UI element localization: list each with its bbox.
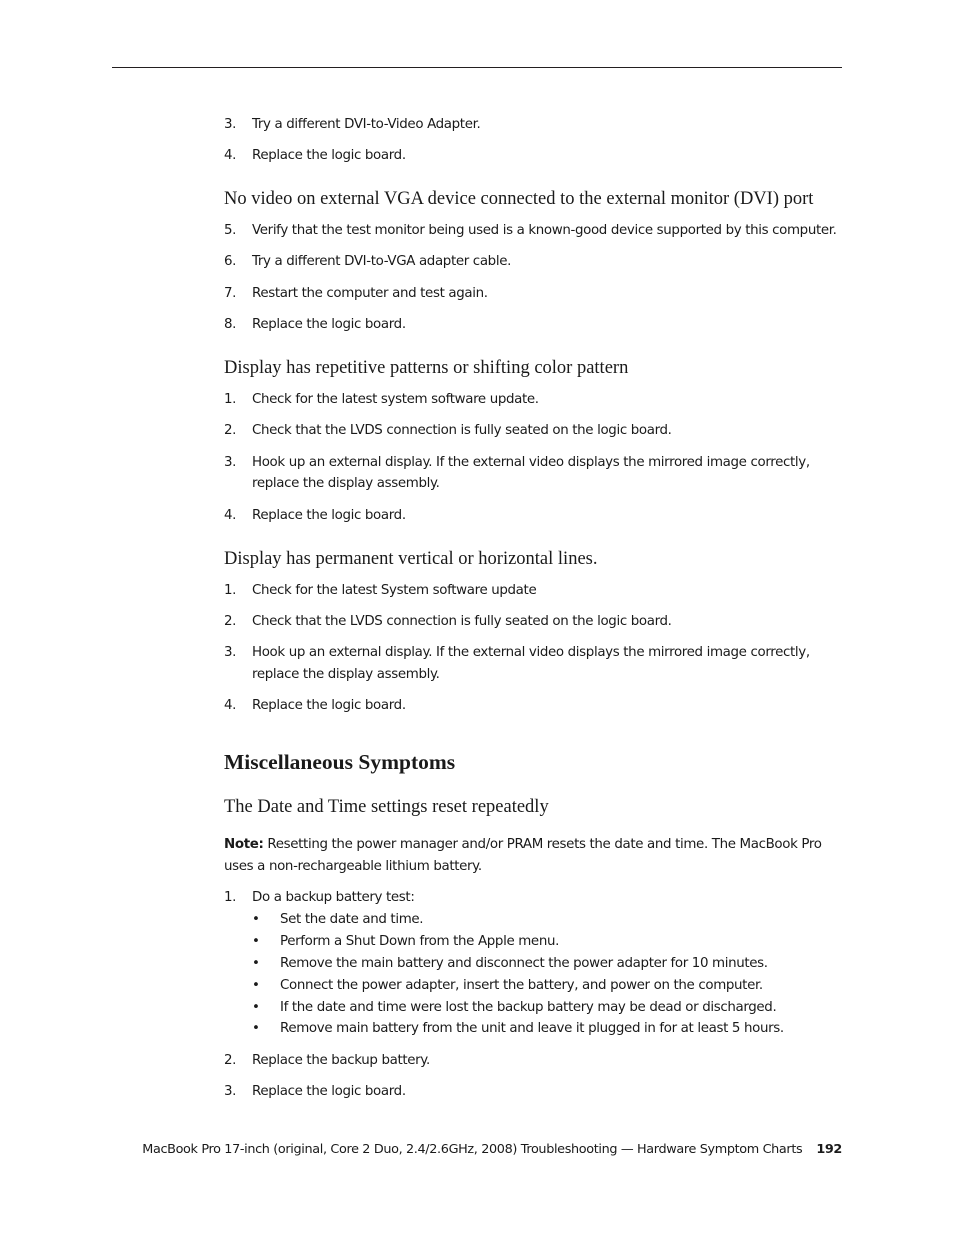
list-text: Replace the logic board.	[252, 1084, 406, 1099]
page-number: 192	[816, 1142, 842, 1157]
footer-title: MacBook Pro 17-inch (original, Core 2 Duo, 2.4/2.6GHz, 2008) Troubleshooting — Hardware Symptom Charts	[142, 1142, 803, 1157]
note-text: Resetting the power manager and/or PRAM resets the date and time. The MacBook Pro	[263, 837, 822, 852]
bullet-text: Set the date and time.	[280, 912, 424, 927]
list-text: Check that the LVDS connection is fully seated on the logic board.	[252, 614, 672, 629]
list-number: 1.	[224, 890, 237, 905]
section-heading: No video on external VGA device connected to the external monitor (DVI) port	[224, 189, 814, 209]
page-footer	[142, 1140, 842, 1160]
note-label: Note:	[224, 837, 264, 852]
section-heading: Display has permanent vertical or horizontal lines.	[224, 549, 598, 569]
list-text: Replace the logic board.	[252, 698, 406, 713]
list-number: 3.	[224, 455, 237, 470]
list-text: replace the display assembly.	[252, 476, 440, 491]
list-text: Check for the latest system software update.	[252, 392, 539, 407]
bullet-text: If the date and time were lost the backup battery may be dead or discharged.	[280, 1000, 777, 1015]
note-text-continued: uses a non-rechargeable lithium battery.	[224, 859, 482, 874]
list-text: Hook up an external display. If the external video displays the mirrored image correctly,	[252, 455, 810, 470]
list-number: 5.	[224, 223, 237, 238]
list-number: 4.	[224, 508, 237, 523]
bullet-text: Perform a Shut Down from the Apple menu.	[280, 934, 559, 949]
list-number: 3.	[224, 645, 237, 660]
list-text: Hook up an external display. If the external video displays the mirrored image correctly,	[252, 645, 810, 660]
list-number: 2.	[224, 1053, 237, 1068]
list-text: replace the display assembly.	[252, 667, 440, 682]
list-number: 4.	[224, 698, 237, 713]
bullet-icon: •	[252, 1000, 260, 1015]
bullet-text: Remove the main battery and disconnect the power adapter for 10 minutes.	[280, 956, 768, 971]
list-text: Restart the computer and test again.	[252, 286, 488, 301]
list-number: 1.	[224, 392, 237, 407]
note-paragraph	[224, 834, 824, 878]
list-number: 4.	[224, 148, 237, 163]
bullet-icon: •	[252, 912, 260, 927]
misc-heading: Miscellaneous Symptoms	[224, 750, 456, 774]
list-text: Replace the logic board.	[252, 317, 406, 332]
list-text: Try a different DVI-to-VGA adapter cable.	[252, 254, 511, 269]
list-number: 2.	[224, 614, 237, 629]
bullet-icon: •	[252, 978, 260, 993]
bullet-icon: •	[252, 934, 260, 949]
list-text: Check for the latest System software update	[252, 583, 537, 598]
bullet-text: Remove main battery from the unit and leave it plugged in for at least 5 hours.	[280, 1021, 784, 1036]
list-text: Try a different DVI-to-Video Adapter.	[252, 117, 481, 132]
list-text: Check that the LVDS connection is fully seated on the logic board.	[252, 423, 672, 438]
list-number: 7.	[224, 286, 237, 301]
list-text: Do a backup battery test:	[252, 890, 415, 905]
section-heading: Display has repetitive patterns or shifting color pattern	[224, 358, 629, 378]
bullet-icon: •	[252, 1021, 260, 1036]
list-text: Replace the logic board.	[252, 148, 406, 163]
list-number: 6.	[224, 254, 237, 269]
misc-subheading: The Date and Time settings reset repeatedly	[224, 797, 549, 817]
header-rule	[112, 67, 842, 68]
list-number: 3.	[224, 1084, 237, 1099]
list-text: Replace the logic board.	[252, 508, 406, 523]
list-number: 3.	[224, 117, 237, 132]
list-text: Verify that the test monitor being used is a known-good device supported by this computer.	[252, 223, 837, 238]
list-number: 1.	[224, 583, 237, 598]
list-number: 2.	[224, 423, 237, 438]
bullet-icon: •	[252, 956, 260, 971]
bullet-text: Connect the power adapter, insert the battery, and power on the computer.	[280, 978, 763, 993]
list-number: 8.	[224, 317, 237, 332]
list-text: Replace the backup battery.	[252, 1053, 430, 1068]
